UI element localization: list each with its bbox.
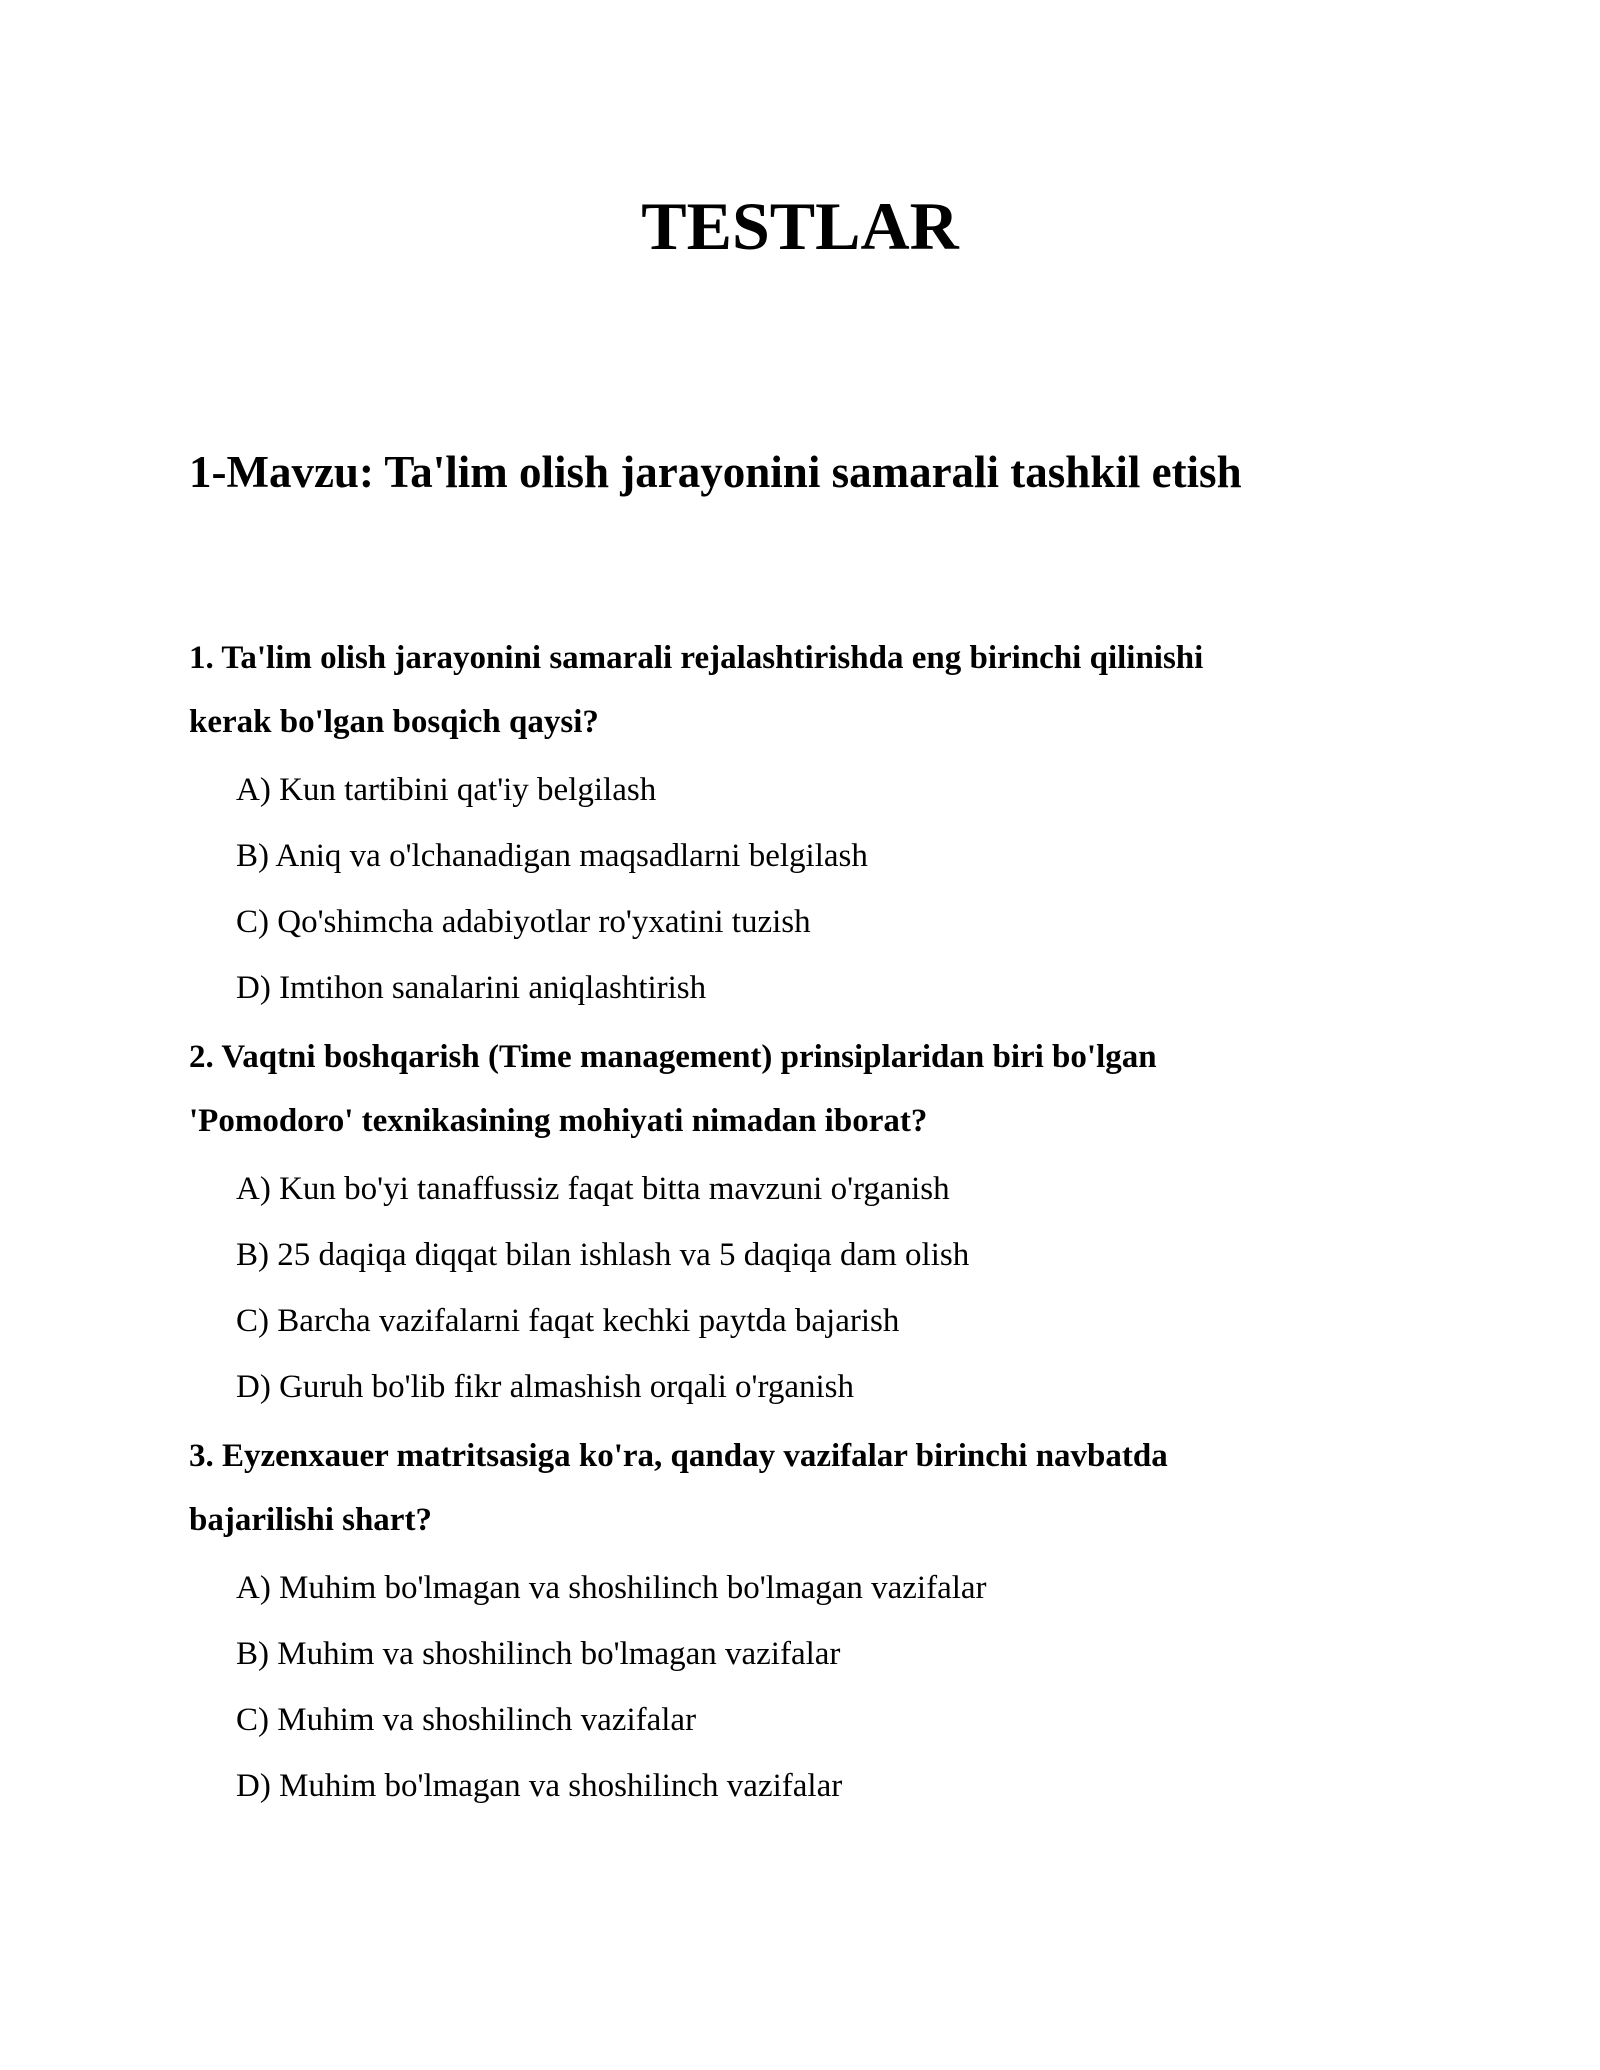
question-text-line: 2. Vaqtni boshqarish (Time management) prinsiplaridan biri bo'lgan [189, 1039, 1157, 1075]
question-text-line: 3. Eyzenxauer matritsasiga ko'ra, qanday vazifalar birinchi navbatda [189, 1438, 1168, 1474]
option-d: D) Guruh bo'lib fikr almashish orqali o'rganish [236, 1369, 855, 1405]
question-list [189, 626, 1419, 1821]
topic-heading: 1-Mavzu: Ta'lim olish jarayonini samarali tashkil etish [189, 447, 1242, 497]
question-text [189, 1025, 1419, 1153]
question-text-line: bajarilishi shart? [189, 1502, 432, 1538]
option-b: B) Muhim va shoshilinch bo'lmagan vazifalar [236, 1636, 841, 1672]
option-a: A) Kun tartibini qat'iy belgilash [236, 772, 657, 808]
option-list [189, 1156, 1419, 1420]
question-2 [189, 1025, 1419, 1420]
option-b: B) Aniq va o'lchanadigan maqsadlarni belgilash [236, 838, 868, 874]
option-d: D) Muhim bo'lmagan va shoshilinch vazifalar [236, 1768, 843, 1804]
question-text-line: 1. Ta'lim olish jarayonini samarali rejalashtirishda eng birinchi qilinishi [189, 640, 1204, 676]
option-b: B) 25 daqiqa diqqat bilan ishlash va 5 daqiqa dam olish [236, 1237, 970, 1273]
option-list [189, 1555, 1419, 1819]
question-1 [189, 626, 1419, 1021]
option-list [189, 757, 1419, 1021]
option-c: C) Muhim va shoshilinch vazifalar [236, 1702, 697, 1738]
option-d: D) Imtihon sanalarini aniqlashtirish [236, 970, 707, 1006]
document-title: TESTLAR [641, 188, 959, 264]
question-text [189, 626, 1419, 754]
question-text [189, 1424, 1419, 1552]
option-a: A) Muhim bo'lmagan va shoshilinch bo'lmagan vazifalar [236, 1570, 987, 1606]
option-c: C) Qo'shimcha adabiyotlar ro'yxatini tuzish [236, 904, 811, 940]
option-a: A) Kun bo'yi tanaffussiz faqat bitta mavzuni o'rganish [236, 1171, 950, 1207]
question-text-line: kerak bo'lgan bosqich qaysi? [189, 704, 599, 740]
question-3 [189, 1424, 1419, 1819]
question-text-line: 'Pomodoro' texnikasining mohiyati nimadan iborat? [189, 1103, 928, 1139]
option-c: C) Barcha vazifalarni faqat kechki paytda bajarish [236, 1303, 900, 1339]
